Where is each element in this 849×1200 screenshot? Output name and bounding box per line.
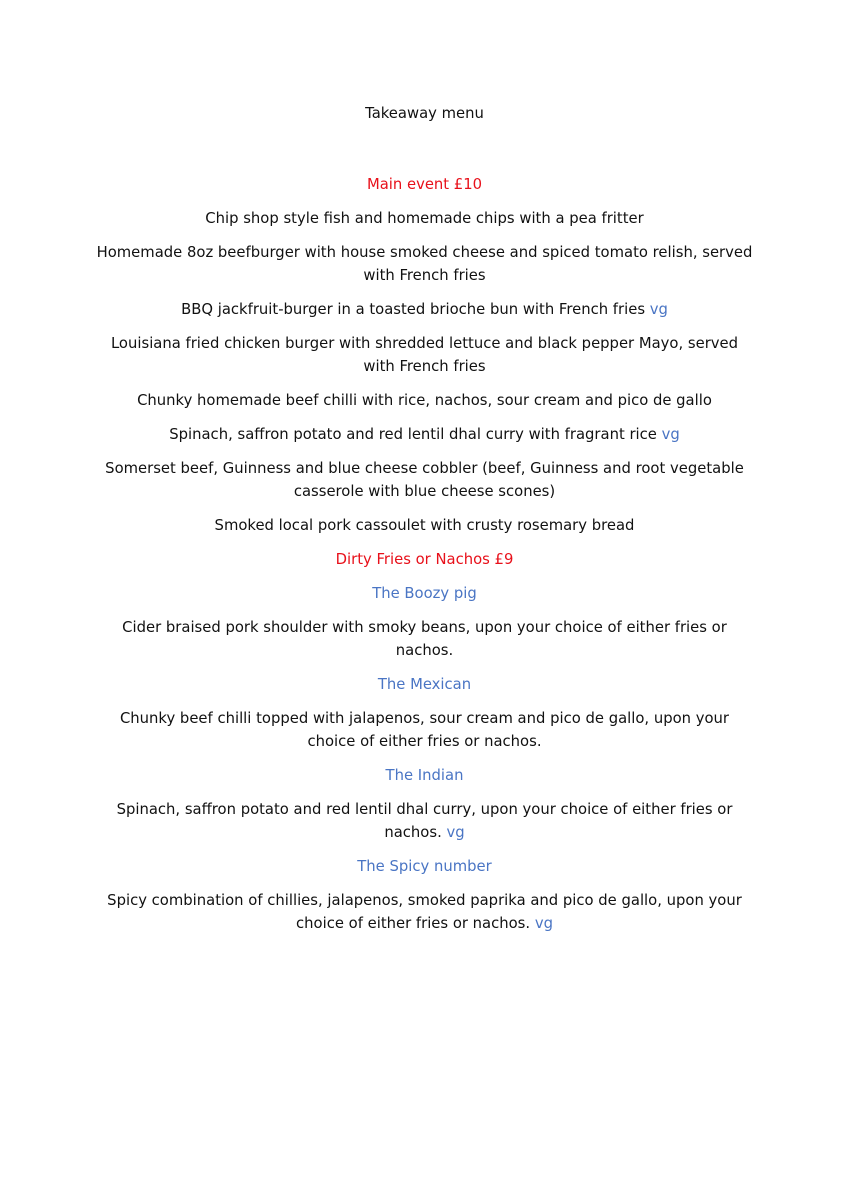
item-description: Homemade 8oz beefburger with house smoked cheese and spiced tomato relish, served with French fries: [96, 244, 753, 284]
item-description: Chip shop style fish and homemade chips with a pea fritter: [205, 210, 644, 227]
item-description: Chunky beef chilli topped with jalapenos, sour cream and pico de gallo, upon your choice of either fries or nachos.: [119, 710, 730, 750]
item-description: Spicy combination of chillies, jalapenos, smoked paprika and pico de gallo, upon your choice of either fries or nachos.: [107, 892, 742, 932]
item-description: Chunky homemade beef chilli with rice, nachos, sour cream and pico de gallo: [137, 392, 712, 409]
menu-item: [95, 457, 754, 503]
vegan-tag: vg: [446, 824, 465, 841]
menu-title: Takeaway menu: [365, 105, 484, 122]
menu-item: [95, 241, 754, 287]
vegan-tag: vg: [649, 301, 668, 318]
item-name: The Indian: [385, 767, 464, 784]
vegan-tag: vg: [534, 915, 553, 932]
section-heading-dirty-fries: Dirty Fries or Nachos £9: [335, 551, 514, 568]
item-name: The Mexican: [377, 676, 472, 693]
item-name: The Spicy number: [357, 858, 492, 875]
item-name: The Boozy pig: [372, 585, 477, 602]
menu-document: [95, 102, 754, 946]
item-description: Spinach, saffron potato and red lentil dhal curry, upon your choice of either fries or nachos.: [116, 801, 733, 841]
menu-item: [95, 514, 754, 537]
menu-item: [95, 298, 754, 321]
menu-item: [95, 616, 754, 662]
item-description: Cider braised pork shoulder with smoky beans, upon your choice of either fries or nachos.: [122, 619, 727, 659]
menu-item: [95, 798, 754, 844]
menu-item: [95, 207, 754, 230]
section-heading-main-event: Main event £10: [366, 176, 483, 193]
menu-item: [95, 389, 754, 412]
item-description: BBQ jackfruit-burger in a toasted brioche bun with French fries: [181, 301, 646, 318]
menu-item: [95, 889, 754, 935]
item-description: Somerset beef, Guinness and blue cheese cobbler (beef, Guinness and root vegetable casserole with blue cheese scones): [105, 460, 744, 500]
item-description: Smoked local pork cassoulet with crusty rosemary bread: [214, 517, 635, 534]
item-description: Spinach, saffron potato and red lentil dhal curry with fragrant rice: [169, 426, 657, 443]
menu-item: [95, 423, 754, 446]
menu-item: [95, 332, 754, 378]
vegan-tag: vg: [661, 426, 680, 443]
item-description: Louisiana fried chicken burger with shredded lettuce and black pepper Mayo, served with French fries: [110, 335, 739, 375]
menu-item: [95, 707, 754, 753]
